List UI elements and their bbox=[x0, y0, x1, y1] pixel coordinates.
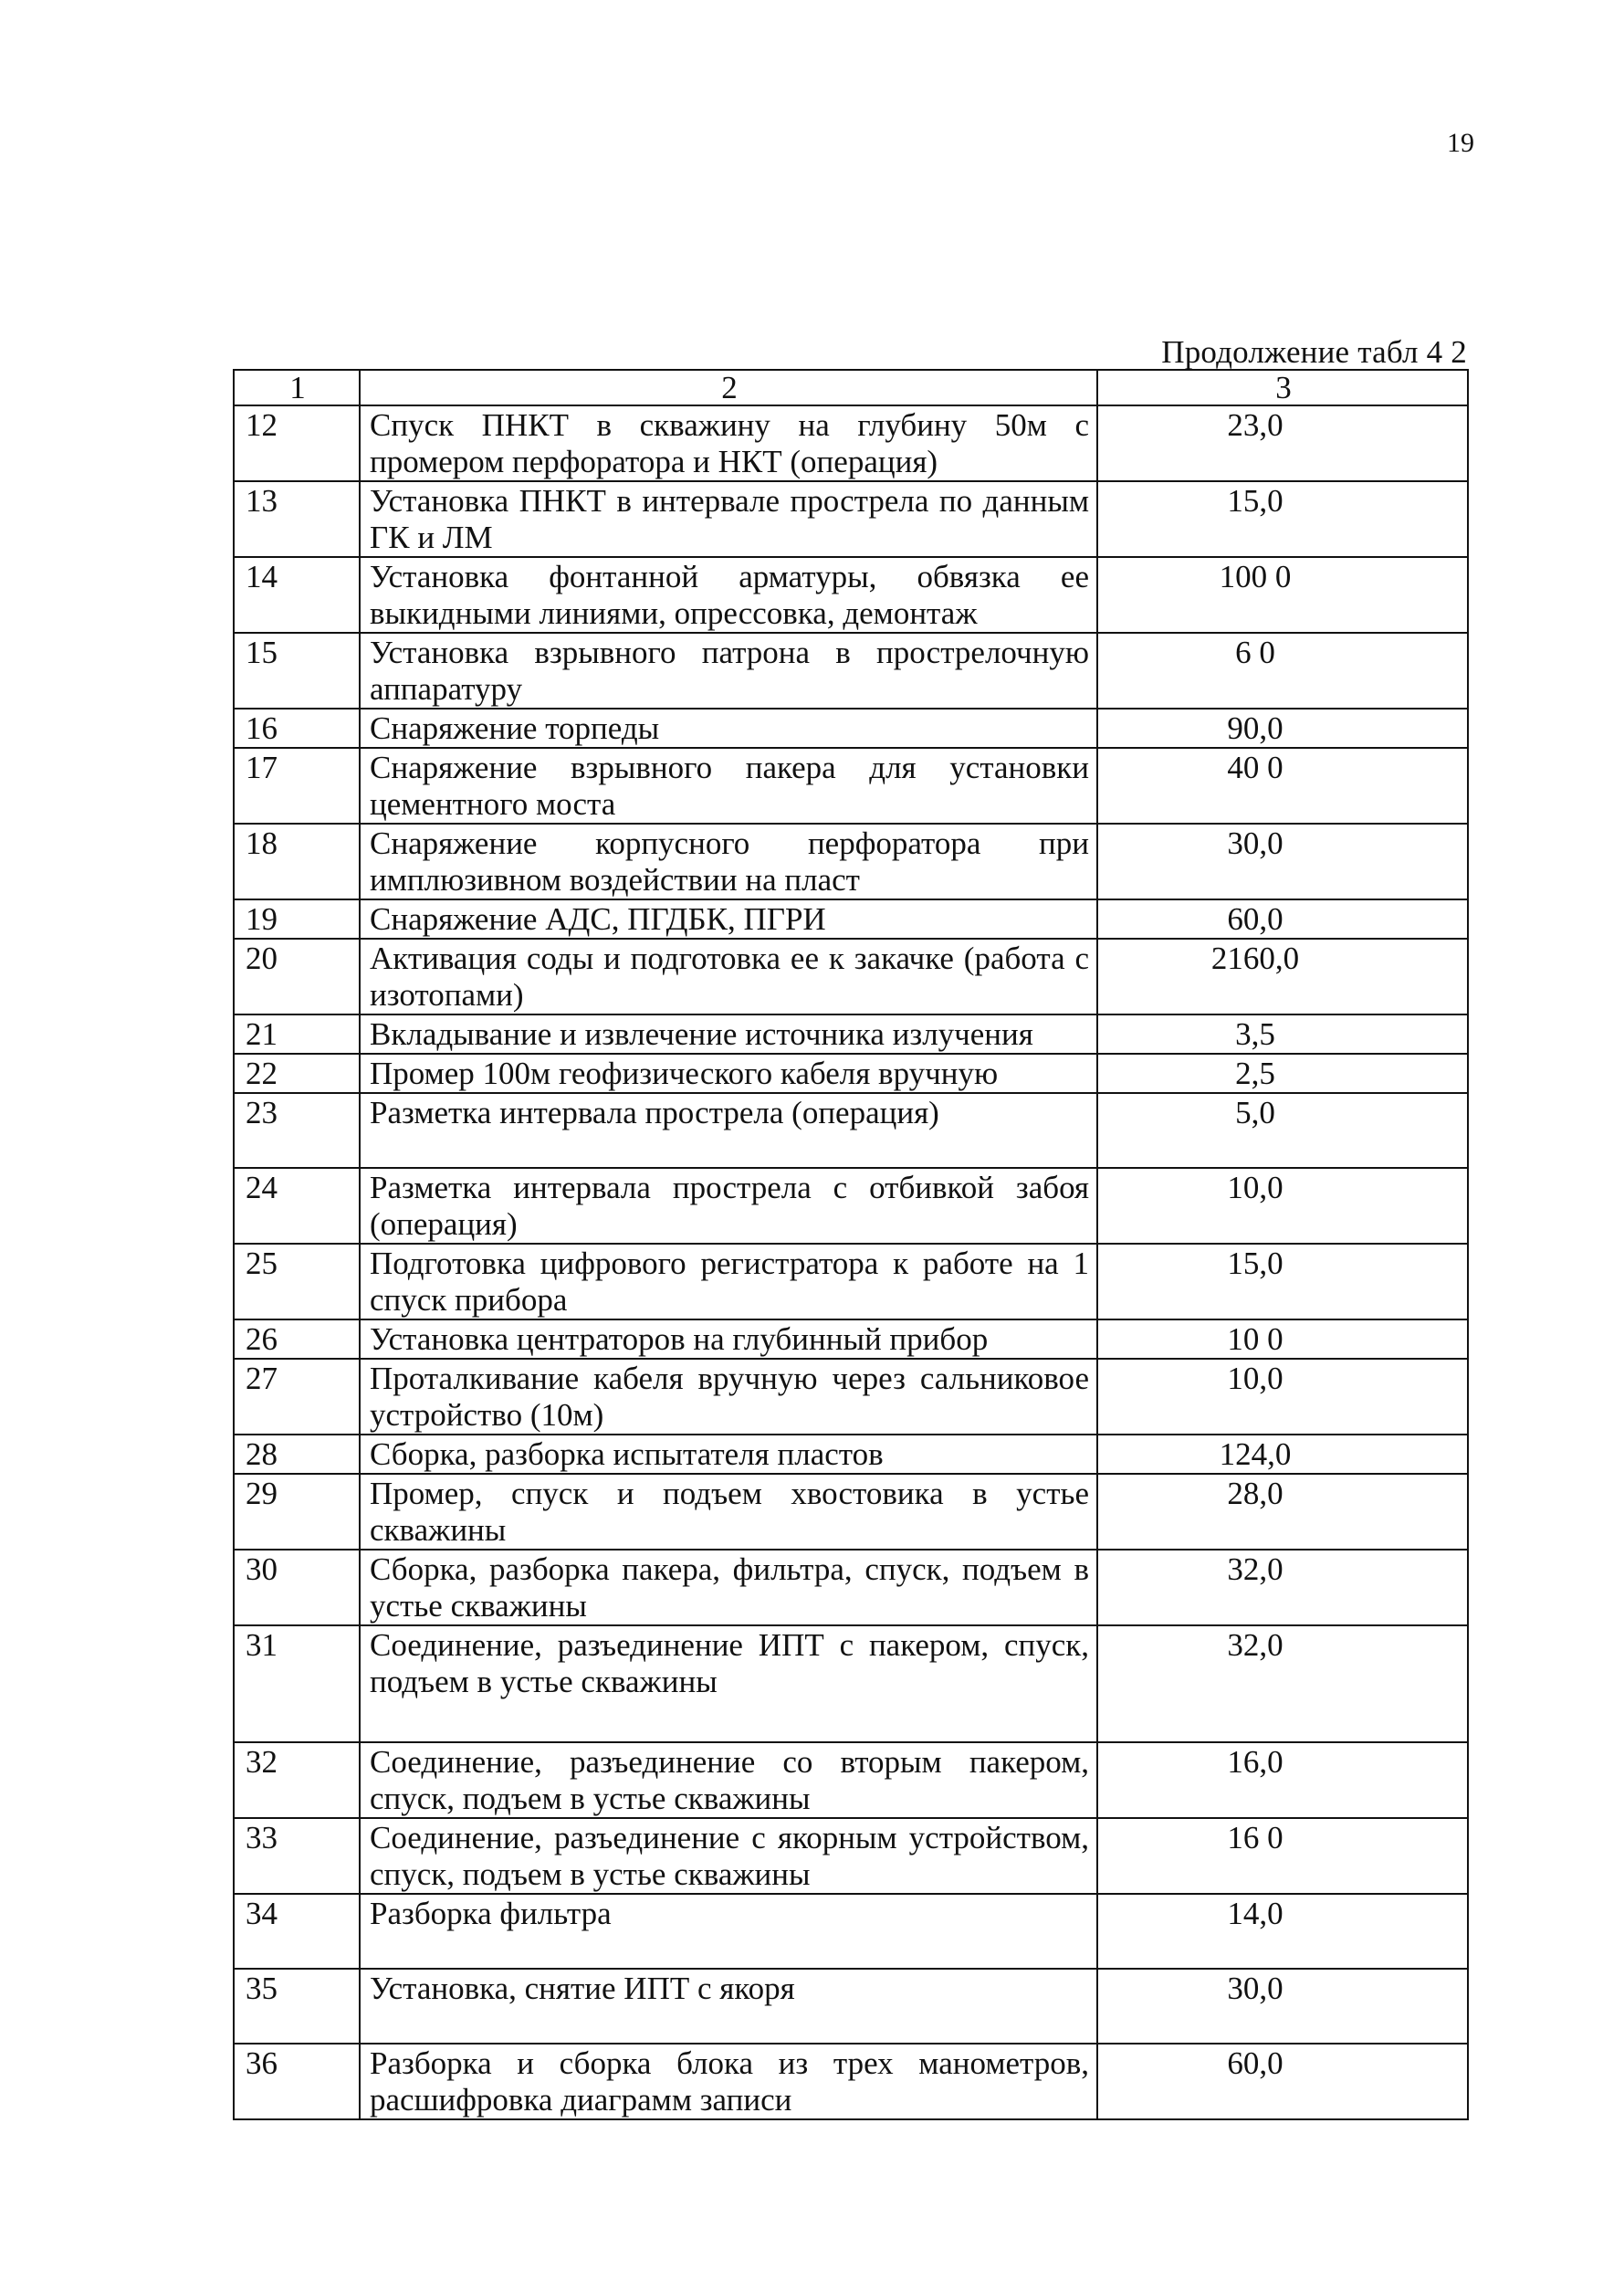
row-description-cell: Соединение, разъединение с якорным устройством, спуск, подъем в устье скважины bbox=[360, 1818, 1097, 1894]
table-row bbox=[234, 1093, 1468, 1168]
row-value-cell: 15,0 bbox=[1097, 1244, 1468, 1319]
row-description-cell: Установка фонтанной арматуры, обвязка ее выкидными линиями, опрессовка, демонтаж bbox=[360, 557, 1097, 633]
row-value-cell: 60,0 bbox=[1097, 2044, 1468, 2119]
row-number-cell: 13 bbox=[234, 481, 360, 557]
row-number-cell: 25 bbox=[234, 1244, 360, 1319]
table-row bbox=[234, 1969, 1468, 2044]
row-description-cell: Проталкивание кабеля вручную через сальниковое устройство (10м) bbox=[360, 1359, 1097, 1435]
row-description-cell: Установка ПНКТ в интервале прострела по данным ГК и ЛМ bbox=[360, 481, 1097, 557]
table-row bbox=[234, 748, 1468, 824]
row-value-cell: 16,0 bbox=[1097, 1742, 1468, 1818]
row-number-cell: 27 bbox=[234, 1359, 360, 1435]
table-row bbox=[234, 1054, 1468, 1093]
table-row bbox=[234, 2044, 1468, 2119]
table-row bbox=[234, 633, 1468, 709]
row-number-cell: 18 bbox=[234, 824, 360, 899]
row-value-cell: 15,0 bbox=[1097, 481, 1468, 557]
row-value-cell: 30,0 bbox=[1097, 824, 1468, 899]
row-value-cell: 30,0 bbox=[1097, 1969, 1468, 2044]
row-value-cell: 60,0 bbox=[1097, 899, 1468, 939]
row-description-cell: Промер, спуск и подъем хвостовика в устье скважины bbox=[360, 1474, 1097, 1550]
row-value-cell: 2160,0 bbox=[1097, 939, 1468, 1014]
table-row bbox=[234, 1818, 1468, 1894]
row-number-cell: 34 bbox=[234, 1894, 360, 1969]
row-value-cell: 100 0 bbox=[1097, 557, 1468, 633]
row-value-cell: 6 0 bbox=[1097, 633, 1468, 709]
row-number-cell: 23 bbox=[234, 1093, 360, 1168]
table-row bbox=[234, 1550, 1468, 1625]
row-value-cell: 124,0 bbox=[1097, 1435, 1468, 1474]
row-value-cell: 5,0 bbox=[1097, 1093, 1468, 1168]
table-row bbox=[234, 709, 1468, 748]
row-description-cell: Разметка интервала прострела с отбивкой забоя (операция) bbox=[360, 1168, 1097, 1244]
row-description-cell: Активация соды и подготовка ее к закачке (работа с изотопами) bbox=[360, 939, 1097, 1014]
row-description-cell: Соединение, разъединение ИПТ с пакером, спуск, подъем в устье скважины bbox=[360, 1625, 1097, 1742]
row-value-cell: 32,0 bbox=[1097, 1550, 1468, 1625]
row-number-cell: 16 bbox=[234, 709, 360, 748]
row-description-cell: Соединение, разъединение со вторым пакером, спуск, подъем в устье скважины bbox=[360, 1742, 1097, 1818]
table-row bbox=[234, 405, 1468, 481]
table-row bbox=[234, 1319, 1468, 1359]
row-value-cell: 32,0 bbox=[1097, 1625, 1468, 1742]
row-description-cell: Разборка и сборка блока из трех манометров, расшифровка диаграмм записи bbox=[360, 2044, 1097, 2119]
table-row bbox=[234, 1014, 1468, 1054]
row-description-cell: Снаряжение АДС, ПГДБК, ПГРИ bbox=[360, 899, 1097, 939]
header-cell-2: 2 bbox=[360, 370, 1097, 405]
row-description-cell: Вкладывание и извлечение источника излучения bbox=[360, 1014, 1097, 1054]
table-row bbox=[234, 1359, 1468, 1435]
row-number-cell: 33 bbox=[234, 1818, 360, 1894]
row-number-cell: 36 bbox=[234, 2044, 360, 2119]
row-number-cell: 15 bbox=[234, 633, 360, 709]
row-number-cell: 21 bbox=[234, 1014, 360, 1054]
row-description-cell: Снаряжение взрывного пакера для установки цементного моста bbox=[360, 748, 1097, 824]
row-value-cell: 10,0 bbox=[1097, 1359, 1468, 1435]
row-value-cell: 28,0 bbox=[1097, 1474, 1468, 1550]
page-number: 19 bbox=[1447, 128, 1474, 158]
table-row bbox=[234, 481, 1468, 557]
row-value-cell: 23,0 bbox=[1097, 405, 1468, 481]
row-number-cell: 24 bbox=[234, 1168, 360, 1244]
row-number-cell: 19 bbox=[234, 899, 360, 939]
row-number-cell: 32 bbox=[234, 1742, 360, 1818]
row-number-cell: 20 bbox=[234, 939, 360, 1014]
row-number-cell: 29 bbox=[234, 1474, 360, 1550]
table-row bbox=[234, 1244, 1468, 1319]
table-row bbox=[234, 1168, 1468, 1244]
row-description-cell: Установка взрывного патрона в прострелочную аппаратуру bbox=[360, 633, 1097, 709]
table-row bbox=[234, 557, 1468, 633]
row-value-cell: 90,0 bbox=[1097, 709, 1468, 748]
table-caption: Продолжение табл 4 2 bbox=[1161, 334, 1467, 370]
row-number-cell: 22 bbox=[234, 1054, 360, 1093]
row-value-cell: 40 0 bbox=[1097, 748, 1468, 824]
row-number-cell: 35 bbox=[234, 1969, 360, 2044]
row-value-cell: 14,0 bbox=[1097, 1894, 1468, 1969]
row-number-cell: 14 bbox=[234, 557, 360, 633]
table-row bbox=[234, 1742, 1468, 1818]
row-description-cell: Подготовка цифрового регистратора к работе на 1 спуск прибора bbox=[360, 1244, 1097, 1319]
row-description-cell: Сборка, разборка пакера, фильтра, спуск, подъем в устье скважины bbox=[360, 1550, 1097, 1625]
table-row bbox=[234, 824, 1468, 899]
row-description-cell: Спуск ПНКТ в скважину на глубину 50м с промером перфоратора и НКТ (операция) bbox=[360, 405, 1097, 481]
row-description-cell: Разметка интервала прострела (операция) bbox=[360, 1093, 1097, 1168]
row-value-cell: 3,5 bbox=[1097, 1014, 1468, 1054]
row-number-cell: 30 bbox=[234, 1550, 360, 1625]
row-description-cell: Снаряжение корпусного перфоратора при имплюзивном воздействии на пласт bbox=[360, 824, 1097, 899]
row-number-cell: 12 bbox=[234, 405, 360, 481]
row-description-cell: Установка центраторов на глубинный прибор bbox=[360, 1319, 1097, 1359]
row-value-cell: 10 0 bbox=[1097, 1319, 1468, 1359]
row-value-cell: 10,0 bbox=[1097, 1168, 1468, 1244]
table-row bbox=[234, 899, 1468, 939]
row-description-cell: Сборка, разборка испытателя пластов bbox=[360, 1435, 1097, 1474]
table-row bbox=[234, 939, 1468, 1014]
row-number-cell: 17 bbox=[234, 748, 360, 824]
row-description-cell: Разборка фильтра bbox=[360, 1894, 1097, 1969]
table-row bbox=[234, 1474, 1468, 1550]
norms-table bbox=[233, 369, 1469, 2120]
header-cell-1: 1 bbox=[234, 370, 360, 405]
row-description-cell: Снаряжение торпеды bbox=[360, 709, 1097, 748]
row-number-cell: 26 bbox=[234, 1319, 360, 1359]
row-value-cell: 16 0 bbox=[1097, 1818, 1468, 1894]
row-number-cell: 31 bbox=[234, 1625, 360, 1742]
table-row bbox=[234, 1435, 1468, 1474]
header-cell-3: 3 bbox=[1097, 370, 1468, 405]
table-header-row bbox=[234, 370, 1468, 405]
table-row bbox=[234, 1894, 1468, 1969]
row-number-cell: 28 bbox=[234, 1435, 360, 1474]
row-description-cell: Установка, снятие ИПТ с якоря bbox=[360, 1969, 1097, 2044]
row-description-cell: Промер 100м геофизического кабеля вручную bbox=[360, 1054, 1097, 1093]
row-value-cell: 2,5 bbox=[1097, 1054, 1468, 1093]
table-row bbox=[234, 1625, 1468, 1742]
